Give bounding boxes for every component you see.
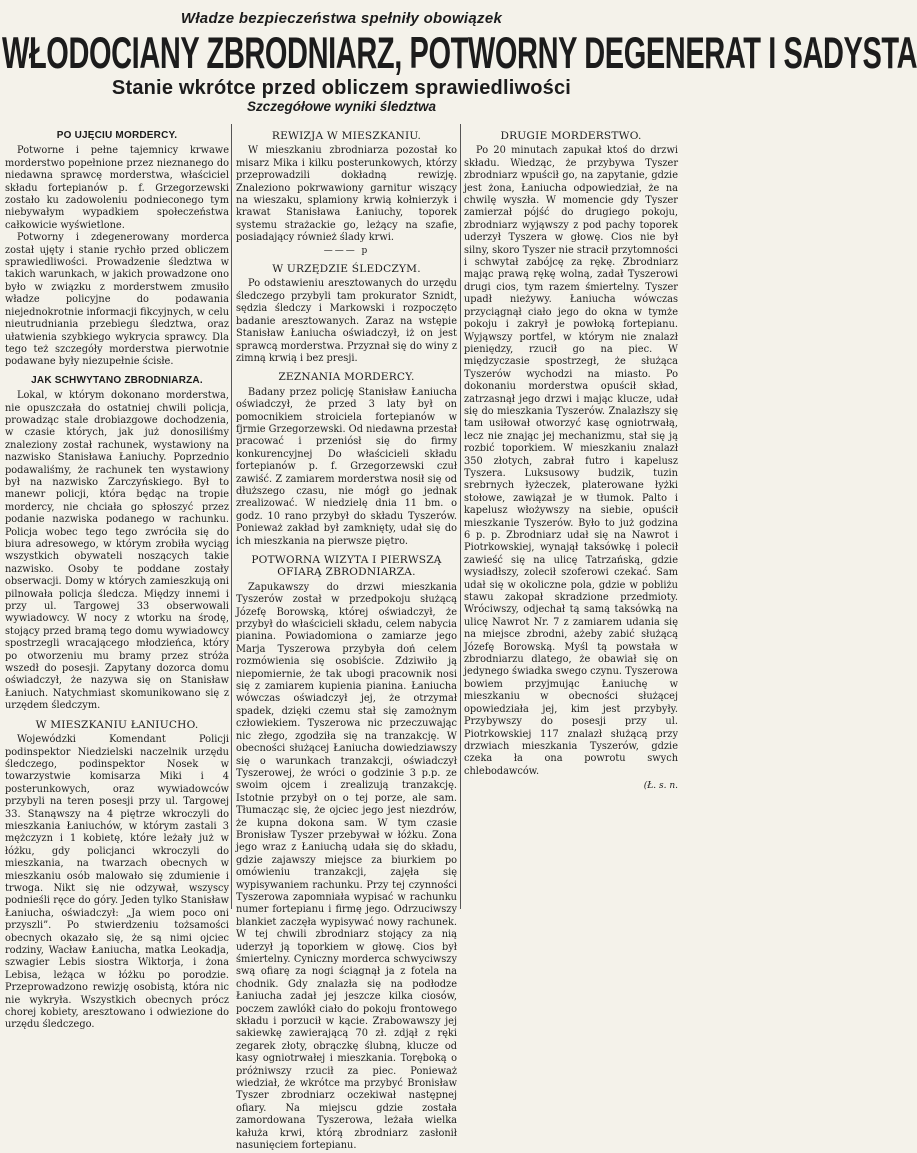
column-2 (236, 124, 457, 1152)
paragraph: Wojewódzki Komendant Policji podinspektor Niedzielski naczelnik urzędu śledczego, podinspektor Nosek w towarzystwie komisarza Miki i 4 posterunkowych, oraz wywiadowców przybyli na teren posesji przy ul. Targowej 33. Stanąwszy na 4 piętrze wkroczyli do mieszkania Łaniuchów, w którym zastali 3 mężczyzn i 1 kobietę, które leżały już w łóżku, gdy policjanci wkroczyli do mieszkania, na twarzach obecnych w mieszkaniu osób malowało się zdumienie i trwoga. Nikt się nie odzywał, wszyscy podnieśli ręce do góry. Jeden tylko Stanisław Łaniucha, oświadczył: „Ja wiem poco oni przyszli”. Po stwierdzeniu tożsamości obecnych okazało się, że są nimi ojciec rodziny, Wacław Łaniucha, matka Leokadja, szwagier Lebis siostra Wiktorja, i żona Lebisa, leżąca w łóżku po porodzie. Przeprowadzono rewizję osobistą, która nic nie wykryła. Wszystkich obecnych prócz chorej kobiety, aresztowano i odwiezione do urzędu śledczego. (5, 734, 229, 1031)
paragraph: Potworny i zdegenerowany morderca został ujęty i stanie rychło przed obliczem sprawiedliwości. Prowadzenie śledztwa w takich warunkach, w jakich prowadzone ono było w związku z morderstwem zmusiło władze policyjne do podawania niejednokrotnie informacji fikcyjnych, w celu nieutrudniania przebiegu śledztwa, oraz ułatwienia szybkiego wykrycia sprawcy. Dla tego też szczegóły morderstwa pierwotnie podawane były niezupełnie ścisłe. (5, 232, 229, 368)
paragraph: Zapukawszy do drzwi mieszkania Tyszerów został w przedpokoju służącą Józefę Borowską, której oświadczył, że przybył do właścicieli składu, celem nabycia pianina. Powiadomiona o zamiarze jego Marja Tyszerowa przybyła doń celem rozmówienia się osobiście. Zdziwiło ją niepomiernie, że tak ubogi pracownik nosi się z zamiarem kupienia pianina. Łaniucha wówczas oświadczył jej, że otrzymał spadek, dzięki czemu stał się zamożnym człowiekiem. Tyszerowa nic przeczuwając nic złego, zgodziła się na tranzakcję. W obecności służącej Łaniucha dowiedziawszy się o warunkach tranzakcji, oświadczył Tyszerowej, że wróci o godzinie 3 p.p. ze swoim ojcem i zrealizują tranzakcję. Istotnie przybył on o tej porze, ale sam. Tłumacząc się, że ojciec jego jest niezdrów, że kupna dokona sam. W tym czasie Bronisław Tyszer przebywał w łóżku. Zona jego wraz z Łaniuchą udała się do składu, gdzie zajawszy miejsce za biurkiem po omówieniu tranzakcji, zajęła się wypisywaniem rachunku. Przy tej czynności Tyszerowa zapomniała wypisać w rachunku numer fortepianu i firmę jego. Odrzuciwszy blankiet zaczęła wypisywać nowy rachunek. W tej chwili zbrodniarz stojący za nią uderzył ją toporkiem w głowę. Cios był śmiertelny. Cyniczny morderca schwyciwszy swą ofiarę za nogi ściągnął ja z fotela na chodnik. Gdy znalazła się na podłodze Łaniucha zadał jej jeszcze kilka ciosów, poczem zawlókł ciało do pokoju frontowego składu i porzucił w kącie. Zrabowawszy jej sakiewkę zawierającą 70 zł. zdjął z ręki zegarek złoty, obrączkę ślubną, klucze od kasy ogniotrwałej i mieszkania. Toręboką o próżniwszy rzucił za piec. Ponieważ wiedział, że wkrótce ma przybyć Bronisław Tyszer zbrodniarz oczekiwał następnej ofiary. Na miejscu gdzie została zamordowana Tyszerowa, leżała wielka kałuża krwi, którą zbrodniarz zasłonił nasunięciem fortepianu. (236, 581, 457, 1152)
column-1 (5, 124, 229, 1031)
column-divider (460, 124, 461, 909)
paragraph: Lokal, w którym dokonano morderstwa, nie opuszczała do ostatniej chwili policja, prowadząc stale drobiazgowe dochodzenia, w czasie których, jak już donosiliśmy znaleziony został rachunek, wystawiony na nazwisko Stanisława Łaniuchy. Poprzednio podawaliśmy, że rachunek ten wystawiony był na nazwisko Zarczyńskiego. Był to manewr policji, która będąc na tropie mordercy, nie chciała go spłoszyć przez podanie nazwiska podanego w rachunku. Policja wobec tego tego zwróciła się do biura adresowego, w którym zrobiła wyciąg wszystkich obywateli noszących takie nazwisko. Osoby te poddane zostały obserwacji. Domy w których zamieszkują oni pilnowała policja śledcza. Między innemi i przy ul. Targowej 33 obserwowali wywiadowcy. W nocy z wtorku na środę, stojący przed bramą tego domu wywiadowcy spostrzegli wracającego młodzieńca, który po otworzeniu mu bramy przez stróża wszedł do posesji. Zapytany dozorca domu oświadczył, że nazywa się on Stanisław Łaniuch. Natychmiast skomunikowano się z urzędem śledczym. (5, 390, 229, 712)
paragraph: Badany przez policję Stanisław Łaniucha oświadczył, że przed 3 laty był on pomocnikiem stroiciela fortepianów w fjrmie Grzegorzewski. Od niedawna przestał pracować i przeniósł się do firmy konkurencyjnej Do właścicieli składu fortepianów p. f. Grzegorzewski czuł zawiść. Z zamiarem morderstwa nosił się od dłuższego czasu, nie mógł go jednak zrealizować. W niedzielę dnia 11 bm. o godz. 10 rano przybył do składu Tyszerów. Ponieważ zakład był zamknięty, udał się do ich mieszkania na pierwsze piętro. (236, 386, 457, 547)
signature: (Ł. s. n. (643, 781, 678, 792)
section-title: PO UJĘCIU MORDERCY. (56, 130, 178, 141)
deck: Szczegółowe wyniki śledztwa (246, 99, 437, 114)
article-header (0, 0, 917, 121)
headline: WŁODOCIANY ZBRODNIARZ, POTWORNY DEGENERAT I SADYSTA (2, 29, 917, 79)
paragraph: Potworne i pełne tajemnicy krwawe morderstwo popełnione przez nieznanego do niedawna sprawcę morderstwa, właściciel składu fortepianów p. f. Grzegorzewski zostało ku zadowoleniu podnieconego tym niebywałym wypadkiem społeczeństwa całkowicie wyświetlone. (5, 145, 229, 231)
section-title: W URZĘDZIE ŚLEDCZYM. (272, 263, 421, 276)
separator: ——— p (323, 245, 370, 256)
column-divider (231, 124, 232, 909)
paragraph: Po 20 minutach zapukał ktoś do drzwi składu. Wiedząc, że przybywa Tyszer zbrodniarz wpuścił go, na zapytanie, gdzie jest żona, Łaniucha odpowiedział, że na chwilę wyszła. W momencie gdy Tyszer zamierzał pójść do drugiego pokoju, zbrodniarz wyjąwszy z pod pachy toporek uderzył Tyszera w głowę. Cios nie był silny, skoro Tyszer nie stracił przytomności i schwytał zabójcę za rękę. Zbrodniarz mając prawą rękę wolną, zadał Tyszerowi drugi cios, tym razem śmiertelny. Tyszer upadł nieżywy. Łaniucha wówczas przyciągnął ciało jego do okna w tymże pokoju i zakrył je powłoką fortepianu. Wyjąwszy portfel, w którym nie znalazł pieniędzy, rzucił go na piec. W międzyczasie spostrzegł, że służąca Tyszerów wychodzi na miasto. Po dokonaniu morderstwa opuścił skład, zatrzasnął jego drzwi i mając klucze, udał się do mieszkania Tyszerów. Znalazłszy się tam usiłował otworzyć kasę ogniotrwałą, lecz nie znając jej mechanizmu, stał się ją rozbić toporkiem. W mieszkaniu znalazł 350 złotych, zabrał futro i kapelusz Tyszera. Luksusowy budzik, tuzin srebrnych łyżeczek, platerowane łyżki stołowe, zawiązał je w tłumok. Palto i kapelusz włożywszy na siebie, opuścił mieszkanie Tyszerów. Było to już godzina 6 p. p. Zbrodniarz udał się na Nawrot i Piotrkowskiej, wynajął taksówkę i polecił zawieść się na ulicę Tatrzańską, gdzie wysiadłszy, zolecił szoferowi czekać. Sam udał się w okoliczne pola, gdzie w pobliżu stawu zakopał skradzione przedmioty. Wróciwszy, odjechał tą samą taksówką na ulicę Nawrot Nr. 7 z zamiarem udania się na miejsce zbrodni, ażeby zabić służącą Józefę Borowską. Myśl tą powstała w zbrodniarzu dlatego, że obawiał się on jedynego świadka swego czynu. Tyszerowa bowiem przyjmując Łaniuchę w mieszkaniu w obecności służącej opowiedziała jej, kim jest przybyły. Przybywszy do posesji przy ul. Piotrkowskiej 117 znalazł służącą przy drzwiach mieszkania Tyszerów, gdzie czeka ła ona powrotu swych chlebodawców. (464, 145, 678, 777)
subheadline: Stanie wkrótce przed obliczem sprawiedliwości (111, 77, 572, 99)
section-title: W MIESZKANIU ŁANIUCHO. (35, 718, 199, 731)
column-3 (464, 124, 678, 910)
kicker: Władze bezpieczeństwa spełniły obowiązek (180, 10, 503, 27)
section-title: REWIZJA W MIESZKANIU. (271, 130, 422, 142)
section-title: ZEZNANIA MORDERCY. (278, 371, 415, 384)
section-title: DRUGIE MORDERSTWO. (500, 130, 642, 142)
paragraph: W mieszkaniu zbrodniarza pozostał ko misarz Mika i kilku posterunkowych, którzy przeprowadzili dokładną rewizję. Znaleziono pokrwawiony garnitur wiszący na wieszaku, splamiony krwią kołnierzyk i krawat Stanisława Łaniuchy, toporek systemu strażackie go, leżący na szafie, posiadający również ślady krwi. (236, 145, 457, 244)
paragraph: Po odstawieniu aresztowanych do urzędu śledczego przybyli tam prokurator Sznidt, sędzia śledczy i Markowski i rozpoczęto badanie aresztowanych. Zaraz na wstępie Stanisław Łaniucha oświadczył, iż on jest sprawcą morderstwa. Przyznał się do winy z zimną krwią i bez presji. (236, 278, 457, 364)
section-title: POTWORNA WIZYTA I PIERWSZĄ OFIARĄ ZBRODNIARZA. (251, 554, 442, 579)
section-title: JAK SCHWYTANO ZBRODNIARZA. (31, 374, 203, 386)
